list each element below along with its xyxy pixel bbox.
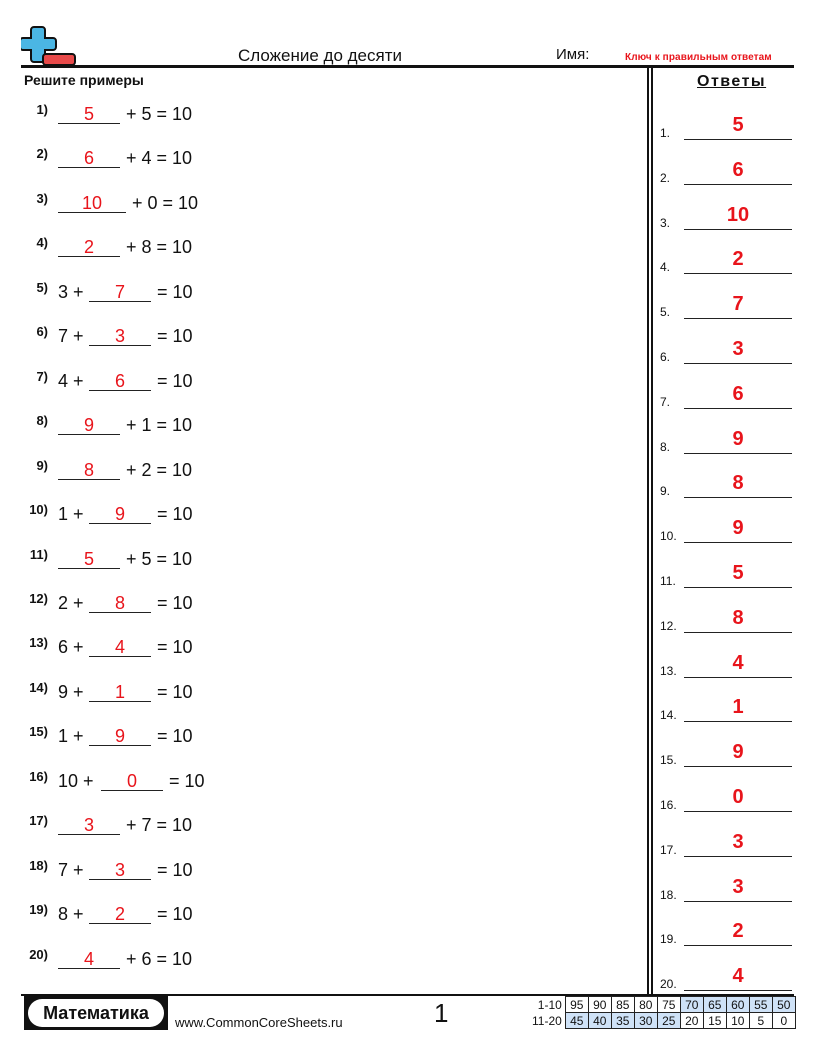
score-cell: 55 [749,997,772,1013]
problem-operand: 9 + [58,681,84,702]
answer-blank[interactable]: 8 [58,458,120,480]
problem-expression: + 2 = 10 [126,459,193,480]
answer-key-item [660,383,792,409]
problem-row [0,458,640,488]
answer-number: 14. [660,708,677,723]
problem-expression: + 7 = 10 [126,815,193,836]
score-cell: 65 [703,997,726,1013]
answer-number: 9. [660,484,671,499]
problem-number: 4) [36,235,48,251]
answer-key-item [660,831,792,857]
answer-number: 10. [660,529,677,544]
answer-line [684,184,792,185]
score-cell: 75 [657,997,680,1013]
problem-row [0,813,640,843]
problem-expression: + 1 = 10 [126,415,193,436]
answer-number: 2. [660,170,671,185]
problem-number: 11) [29,546,48,562]
problem-number: 12) [29,590,48,606]
answer-blank[interactable]: 4 [89,635,151,657]
problem-row [0,191,640,221]
answer-line [684,229,792,230]
answer-value: 4 [732,965,744,988]
answer-line [684,856,792,857]
answer-value: 3 [732,875,744,898]
score-cell: 50 [772,997,795,1013]
answer-blank[interactable]: 2 [89,902,151,924]
score-cell: 95 [565,997,588,1013]
brand-label: Математика [28,999,164,1027]
site-url: www.CommonCoreSheets.ru [175,1015,343,1030]
problem-row [0,947,640,977]
score-cell: 85 [611,997,634,1013]
problem-expression: = 10 [157,726,193,747]
problem-expression: = 10 [157,370,193,391]
page-number: 1 [434,998,449,1028]
answer-number: 8. [660,439,671,454]
problem-row [0,280,640,310]
answer-key-item [660,204,792,230]
answer-value: 4 [732,651,744,674]
answer-blank[interactable]: 3 [89,858,151,880]
answer-blank[interactable]: 3 [58,813,120,835]
answer-key-item [660,248,792,274]
score-cell: 10 [726,1013,749,1029]
answer-value: 7 [732,293,744,316]
answer-line [684,677,792,678]
answer-key-item [660,114,792,140]
answer-value: 6 [732,382,744,405]
answer-key-item [660,965,792,991]
problem-number: 18) [29,857,48,873]
answer-line [684,721,792,722]
answer-value: 3 [732,830,744,853]
answer-line [684,497,792,498]
answer-line [684,766,792,767]
answer-blank[interactable]: 7 [89,280,151,302]
answer-key-item [660,293,792,319]
answer-line [684,587,792,588]
answer-number: 7. [660,394,671,409]
answer-key-item [660,920,792,946]
problem-expression: = 10 [157,281,193,302]
score-cell: 30 [634,1013,657,1029]
problem-row [0,235,640,265]
score-cell: 90 [588,997,611,1013]
answer-line [684,408,792,409]
answer-number: 6. [660,350,671,364]
answer-number: 20. [660,977,677,992]
problem-number: 17) [29,813,48,829]
answer-value: 5 [732,562,744,584]
score-cell: 25 [657,1013,680,1029]
problem-number: 10) [29,502,48,518]
problem-operand: 7 + [58,859,84,880]
answer-blank[interactable]: 9 [89,724,151,746]
answer-number: 16. [660,798,677,812]
answer-line [684,453,792,454]
problem-expression: = 10 [157,504,193,525]
answer-blank[interactable]: 6 [89,369,151,391]
problem-operand: 7 + [58,326,84,347]
problem-row [0,902,640,932]
problem-operand: 1 + [58,726,84,747]
instructions: Решите примеры [24,72,144,88]
answer-line [684,901,792,902]
problem-expression: = 10 [157,681,193,702]
answer-key-item [660,652,792,678]
answer-key-item [660,741,792,767]
problem-row [0,146,640,176]
answer-value: 9 [732,741,744,764]
problem-expression: + 8 = 10 [126,237,193,258]
score-cell: 0 [772,1013,795,1029]
name-label: Имя: [556,46,590,63]
answer-line [684,990,792,991]
answer-number: 11. [660,574,676,588]
answer-key-item [660,159,792,185]
score-cell: 5 [749,1013,772,1029]
problem-operand: 3 + [58,281,84,302]
problem-operand: 4 + [58,370,84,391]
answer-value: 3 [732,338,744,360]
problem-row [0,502,640,532]
score-cell: 60 [726,997,749,1013]
worksheet-title: Сложение до десяти [238,46,402,65]
problem-number: 20) [29,946,48,962]
answer-key-item [660,472,792,498]
answer-number: 4. [660,260,671,275]
answer-value: 8 [732,606,744,629]
answer-blank[interactable]: 10 [58,191,126,213]
answer-blank[interactable]: 9 [89,502,151,524]
answer-value: 6 [732,158,744,181]
answer-line [684,139,792,140]
column-divider [651,67,653,995]
problem-row [0,547,640,577]
problem-number: 2) [36,146,48,162]
answer-blank[interactable]: 1 [89,680,151,702]
answer-blank[interactable]: 8 [89,591,151,613]
problem-expression: = 10 [157,859,193,880]
score-cell: 45 [565,1013,588,1029]
answer-value: 2 [732,920,744,943]
answer-blank[interactable]: 0 [101,769,163,791]
problem-operand: 1 + [58,504,84,525]
score-range-label: 1-10 [537,997,562,1012]
answer-line [684,363,792,364]
problem-expression: + 5 = 10 [126,104,193,124]
answer-number: 15. [660,753,677,768]
problem-row [0,324,640,354]
answer-value: 8 [732,472,744,495]
answer-line [684,273,792,274]
problem-expression: + 4 = 10 [126,148,193,169]
problem-expression: + 5 = 10 [126,548,193,569]
answer-blank[interactable]: 3 [89,324,151,346]
answer-value: 5 [732,114,744,136]
answer-number: 18. [660,887,677,902]
problem-number: 8) [36,413,48,429]
problem-operand: 10 + [58,770,94,791]
problem-expression: + 0 = 10 [132,192,199,213]
problem-operand: 2 + [58,592,84,613]
problem-expression: = 10 [157,904,193,925]
problem-row [0,680,640,710]
problem-number: 13) [29,635,48,651]
score-range-label: 11-20 [532,1013,562,1028]
problem-number: 14) [29,679,48,695]
answer-key-item [660,562,792,588]
problem-number: 6) [36,324,48,340]
answer-key-item [660,338,792,364]
answer-number: 17. [660,842,677,857]
score-cell: 80 [634,997,657,1013]
answer-value: 10 [726,203,750,226]
score-row [530,1013,795,1029]
problem-row [0,413,640,443]
score-cell: 35 [611,1013,634,1029]
problem-row [0,858,640,888]
problem-row [0,591,640,621]
answer-value: 1 [732,696,744,719]
problem-number: 19) [29,902,48,918]
problem-row [0,369,640,399]
answer-number: 3. [660,215,671,230]
score-table [530,996,796,1029]
problem-number: 7) [36,368,48,384]
problem-number: 3) [36,190,48,206]
problem-number: 16) [29,768,48,784]
answer-key-label: Ключ к правильным ответам [625,52,772,63]
score-cell: 15 [703,1013,726,1029]
answer-number: 1. [660,126,671,140]
problem-expression: = 10 [157,326,193,347]
problem-number: 9) [36,457,48,473]
score-cell: 20 [680,1013,703,1029]
problem-row [0,769,640,799]
answer-key-item [660,876,792,902]
answer-blank[interactable]: 5 [58,102,120,124]
score-cell: 40 [588,1013,611,1029]
column-divider [647,67,649,995]
problem-operand: 6 + [58,637,84,658]
answer-number: 13. [660,663,677,678]
problem-row [0,635,640,665]
answer-blank[interactable]: 2 [58,235,120,257]
answer-value: 9 [732,427,744,450]
problem-operand: 8 + [58,904,84,925]
answer-blank[interactable]: 6 [58,146,120,168]
answer-value: 9 [732,517,744,540]
brand-badge [24,996,168,1030]
answer-number: 5. [660,305,671,320]
answer-line [684,318,792,319]
answer-value: 0 [732,786,744,808]
answer-blank[interactable]: 5 [58,547,120,569]
answer-number: 19. [660,932,677,947]
answer-value: 2 [732,248,744,271]
score-cell: 70 [680,997,703,1013]
answer-line [684,632,792,633]
problem-row [0,724,640,754]
header-divider [21,65,794,68]
plus-minus-logo-icon [21,25,79,67]
problem-number: 15) [29,724,48,740]
answer-line [684,811,792,812]
answer-line [684,542,792,543]
answer-key-item [660,696,792,722]
problem-number: 1) [36,102,48,117]
problem-number: 5) [36,279,48,295]
problem-expression: = 10 [169,770,205,791]
answer-number: 12. [660,618,677,633]
answer-line [684,945,792,946]
problem-expression: = 10 [157,637,193,658]
answer-key-item [660,786,792,812]
answer-blank[interactable]: 4 [58,947,120,969]
problem-expression: = 10 [157,592,193,613]
problem-row [0,102,640,132]
answers-title: Ответы [697,73,767,90]
score-row [530,997,795,1013]
answer-blank[interactable]: 9 [58,413,120,435]
answer-key-item [660,517,792,543]
answer-key-item [660,607,792,633]
problem-expression: + 6 = 10 [126,948,193,969]
answer-key-item [660,428,792,454]
